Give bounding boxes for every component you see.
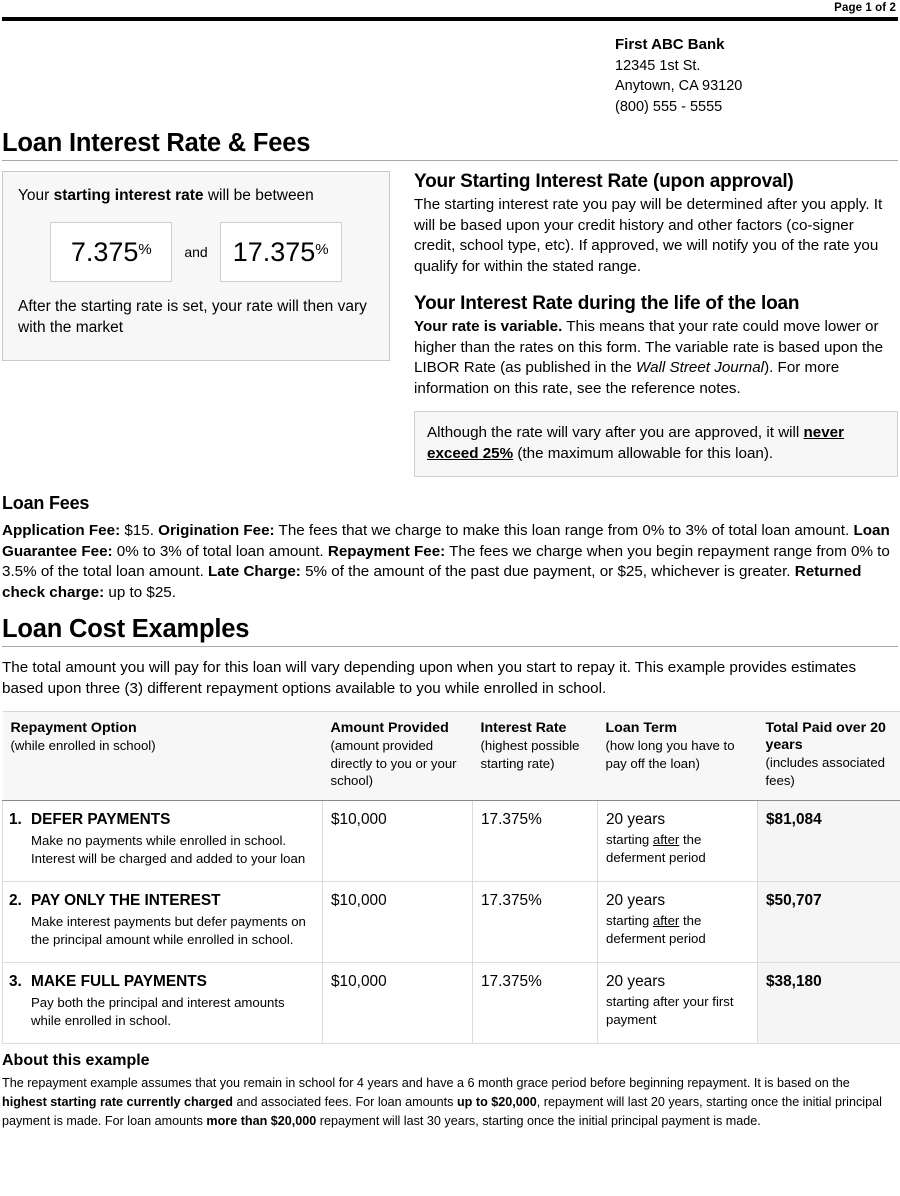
rate-lead-emphasis: starting interest rate [53, 187, 204, 204]
about-example-body [2, 1074, 898, 1131]
variable-rate-emphasis: Your rate is variable. [414, 318, 563, 335]
life-of-loan-text-1: This means that your rate could move lower or higher than the rates on this form. The variable rate is based upon the LIBOR Rate (as published in the [414, 318, 884, 376]
loan-term-main: 20 years [606, 891, 666, 909]
column-header-main: Interest Rate [480, 720, 567, 736]
option-title [9, 811, 312, 829]
cell-repayment-option [3, 881, 323, 962]
loan-cost-table-body [3, 800, 900, 1043]
high-rate-box: 17.375 % [220, 222, 342, 282]
column-header-sub: (highest possible starting rate) [480, 738, 580, 771]
emphasis-run: highest starting rate currently charged [2, 1094, 233, 1109]
starting-rate-heading: Your Starting Interest Rate (upon approval) [414, 171, 794, 192]
table-row [3, 881, 900, 962]
loan-interest-rate-and-fees-title: Loan Interest Rate & Fees [2, 129, 311, 157]
loan-term-sub-post: the deferment period [606, 912, 706, 946]
cell-total-paid: $38,180 [758, 962, 900, 1043]
text-run: The fees we charge when you begin repayment range from 0% to 3.5% of the total loan amount. [2, 542, 890, 580]
low-rate-box: 7.375 % [50, 222, 172, 282]
option-description: Make interest payments but defer payments on the principal amount while enrolled in school. [31, 913, 306, 947]
cell-repayment-option [3, 800, 323, 881]
option-number: 2. [9, 891, 22, 909]
text-run: The repayment example assumes that you remain in school for 4 years and have a 6 month grace period before beginning repayment. It is based on the [2, 1075, 850, 1090]
text-run: up to $25. [104, 583, 176, 601]
table-row [3, 800, 900, 881]
about-example-heading: About this example [2, 1051, 150, 1069]
table-row [3, 962, 900, 1043]
loan-term-sub-pre: starting after your first payment [606, 993, 734, 1027]
emphasis-run: Repayment Fee: [327, 542, 446, 560]
cell-amount-provided: $10,000 [323, 962, 473, 1043]
emphasis-run: Origination Fee: [158, 522, 275, 539]
loan-term-sub [606, 912, 747, 949]
cost-section-divider [2, 646, 898, 647]
rate-cap-emphasis: never exceed 25% [427, 424, 845, 462]
wall-street-journal-citation: Wall Street Journal [636, 359, 765, 376]
table-header-row [3, 712, 900, 801]
loan-fees-body [2, 521, 898, 603]
lender-info-block [615, 35, 898, 117]
loan-term-sub-pre: starting [606, 912, 653, 928]
emphasis-run: up to $20,000 [456, 1094, 537, 1109]
text-run: 5% of the amount of the past due payment, or $25, whichever is greater. [300, 563, 795, 580]
option-label: MAKE FULL PAYMENTS [31, 972, 207, 990]
loan-cost-table-head [3, 712, 900, 801]
emphasis-run: Application Fee: [2, 522, 121, 539]
option-label: PAY ONLY THE INTEREST [31, 891, 221, 909]
loan-term-main: 20 years [606, 972, 666, 990]
column-header-loan-term [598, 712, 758, 801]
column-header-main: Loan Term [605, 720, 677, 736]
emphasis-run: Returned check charge: [2, 563, 862, 601]
option-label: DEFER PAYMENTS [31, 810, 171, 828]
text-run: and associated fees. For loan amounts [232, 1094, 457, 1109]
rate-cap-prefix: Although the rate will vary after you are approved, it will [427, 424, 804, 441]
option-number: 3. [9, 972, 22, 990]
page-number: Page 1 of 2 [834, 2, 896, 14]
column-header-sub: (while enrolled in school) [10, 738, 156, 753]
text-run: repayment will last 30 years, starting once the initial principal payment is made. [316, 1113, 761, 1128]
column-header-main: Total Paid over 20 years [765, 720, 886, 753]
column-header-total-paid [758, 712, 900, 801]
loan-term-sub-emphasis: after [652, 912, 680, 928]
low-rate-value: 7.375 [70, 236, 139, 267]
text-run: The fees that we charge to make this loan range from 0% to 3% of total loan amount. [274, 522, 854, 539]
loan-term-sub-pre: starting [606, 831, 653, 847]
column-header-sub: (includes associated fees) [765, 755, 885, 788]
loan-term-sub [606, 831, 747, 868]
rate-column-right [414, 171, 898, 477]
loan-term-sub [606, 993, 747, 1030]
column-header-interest-rate [473, 712, 598, 801]
column-header-amount-provided [323, 712, 473, 801]
bank-phone: (800) 555 - 5555 [615, 98, 723, 115]
cell-total-paid: $50,707 [758, 881, 900, 962]
bank-address-line-1: 12345 1st St. [615, 57, 701, 74]
life-of-loan-body [414, 317, 898, 399]
life-of-loan-text-2: ). For more information on this rate, see the reference notes. [414, 359, 840, 397]
cell-interest-rate: 17.375% [473, 881, 598, 962]
text-run: $15. [120, 522, 159, 539]
option-title [9, 892, 312, 910]
loan-term-sub-post: the deferment period [606, 831, 706, 865]
cell-total-paid: $81,084 [758, 800, 900, 881]
emphasis-run: Late Charge: [208, 563, 301, 580]
rate-cap-suffix: (the maximum allowable for this loan). [513, 445, 774, 462]
life-of-loan-heading: Your Interest Rate during the life of the loan [414, 293, 800, 314]
rate-panel-lead [18, 186, 374, 206]
cell-interest-rate: 17.375% [473, 962, 598, 1043]
rate-cap-notice-box [414, 411, 898, 477]
option-description: Pay both the principal and interest amounts while enrolled in school. [31, 994, 285, 1028]
starting-rate-body: The starting interest rate you pay will be determined after you apply. It will be based upon your credit history and other factors (co-signer credit, school type, etc). If approved, we will notify you of the rate you qualify for within the stated range. [414, 196, 883, 275]
cell-loan-term [598, 800, 758, 881]
loan-term-sub-emphasis: after [652, 831, 680, 847]
rate-panel-footnote: After the starting rate is set, your rate will then vary with the market [18, 298, 367, 336]
rate-range-row [18, 222, 374, 282]
option-number: 1. [9, 810, 22, 828]
text-run: 0% to 3% of total loan amount. [112, 542, 328, 560]
column-header-sub: (how long you have to pay off the loan) [605, 738, 735, 771]
rate-range-connector: and [184, 244, 208, 260]
rate-two-column-area [2, 171, 898, 477]
cell-interest-rate: 17.375% [473, 800, 598, 881]
column-header-main: Repayment Option [10, 720, 137, 736]
rate-lead-suffix: will be between [203, 187, 314, 204]
column-header-repayment-option [3, 712, 323, 801]
bank-address-line-2: Anytown, CA 93120 [615, 78, 743, 94]
cell-amount-provided: $10,000 [323, 800, 473, 881]
option-description: Make no payments while enrolled in school. Interest will be charged and added to your loan [31, 832, 306, 866]
cell-amount-provided: $10,000 [323, 881, 473, 962]
column-header-main: Amount Provided [330, 720, 449, 736]
starting-rate-panel [2, 171, 390, 361]
cell-repayment-option [3, 962, 323, 1043]
column-header-sub: (amount provided directly to you or your school) [330, 738, 457, 788]
loan-cost-table [2, 711, 900, 1044]
cell-loan-term [598, 881, 758, 962]
loan-cost-examples-title: Loan Cost Examples [2, 615, 250, 643]
bank-name: First ABC Bank [615, 36, 725, 53]
text-run: , repayment will last 20 years, starting once the initial principal payment is made. For loan amounts [2, 1094, 882, 1128]
loan-term-main: 20 years [606, 810, 666, 828]
cell-loan-term [598, 962, 758, 1043]
option-title [9, 973, 312, 991]
section-divider [2, 160, 898, 161]
loan-fees-heading: Loan Fees [2, 493, 90, 513]
top-divider [2, 17, 898, 21]
emphasis-run: more than $20,000 [206, 1113, 317, 1128]
rate-column-left [2, 171, 390, 361]
loan-cost-intro: The total amount you will pay for this loan will vary depending upon when you start to repay it. This example provides estimates based upon three (3) different repayment options available to you while enrolled in school. [2, 659, 857, 697]
emphasis-run: Loan Guarantee Fee: [2, 522, 890, 560]
rate-lead-prefix: Your [18, 187, 54, 204]
high-rate-value: 17.375 [232, 236, 316, 267]
